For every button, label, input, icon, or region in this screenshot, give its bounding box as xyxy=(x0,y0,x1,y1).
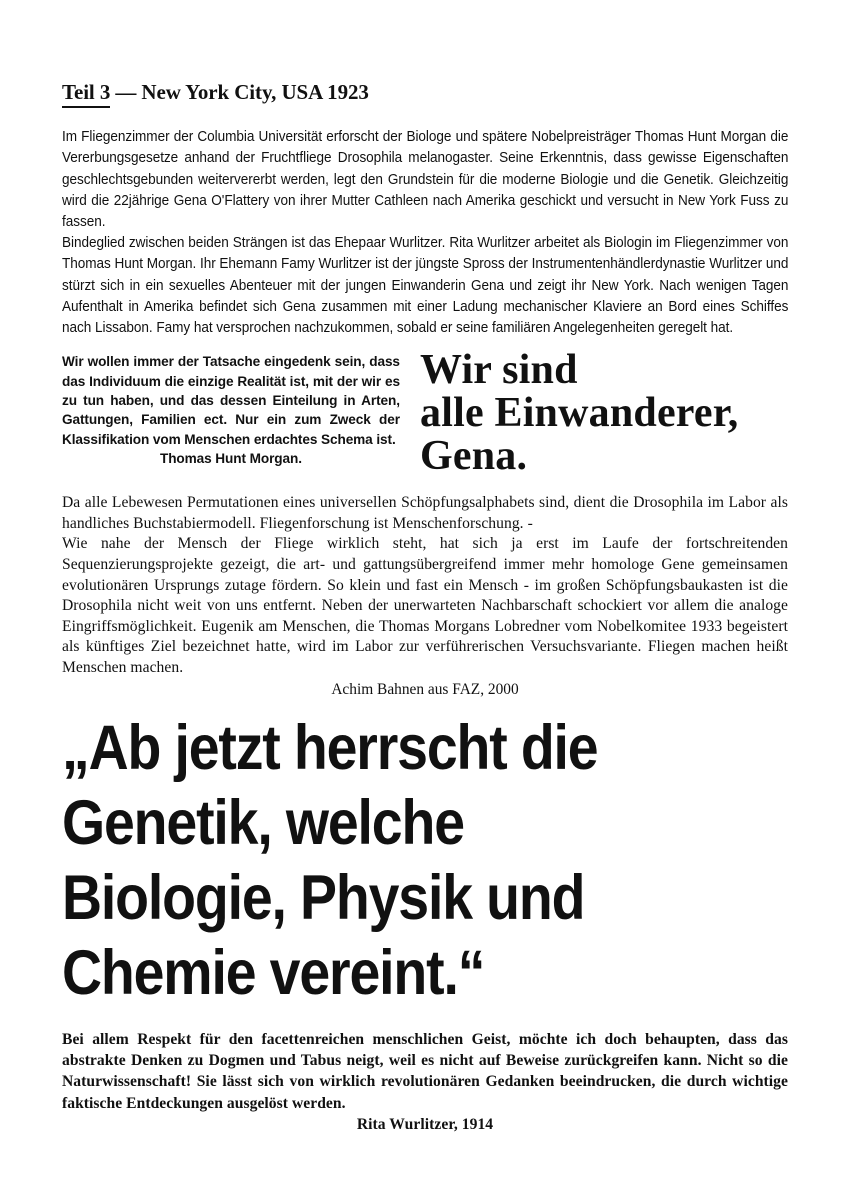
page-title-part-rest: — New York City, USA 1923 xyxy=(110,80,369,104)
page-title-part-underlined: Teil 3 xyxy=(62,80,110,108)
essay-attribution: Achim Bahnen aus FAZ, 2000 xyxy=(331,680,519,698)
intro-paragraph-1: Im Fliegenzimmer der Columbia Universität erforscht der Biologe und spätere Nobelpreisträger Thomas Hunt Morgan die Vererbungsgesetze anhand der Fruchtfliege Drosophila melanogaster. Seine Erkenntnis, dass gewisse Eigenschaften geschlechtsgebunden weitervererbt werden, legt den Grundstein für die moderne Biologie und die Genetik. Gleichzeitig wird die 22jährige Gena O'Flattery von ihrer Mutter Cathleen nach Amerika geschickt und versucht in New York Fuss zu fassen. xyxy=(62,129,789,230)
intro-paragraph-2: Bindeglied zwischen beiden Strängen ist das Ehepaar Wurlitzer. Rita Wurlitzer arbeitet als Biologin im Fliegenzimmer von Thomas Hunt Morgan. Ihr Ehemann Famy Wurlitzer ist der jüngste Spross der Instrumentenhändlerdynastie Wurlitzer und stürzt sich in ein sexuelles Abenteuer mit der jungen Einwanderin Gena und zeigt ihr New York. Nach wenigen Tagen Aufenthalt in Amerika befindet sich Gena zusammen mit einer Ladung mechanischer Klaviere an Bord eines Schiffes nach Lissabon. Famy hat versprochen nachzukommen, sobald er seine familiären Angelegenheiten geregelt hat. xyxy=(62,235,789,337)
display-quote-line-3: Gena. xyxy=(420,433,528,480)
quote-morgan-attribution: Thomas Hunt Morgan. xyxy=(159,451,302,468)
quote-band xyxy=(62,347,788,491)
headline-line-2: Genetik, welche xyxy=(62,787,464,858)
closing-quote-attribution: Rita Wurlitzer, 1914 xyxy=(356,1116,494,1134)
content-column xyxy=(62,80,788,1136)
essay-attribution-row xyxy=(62,679,788,701)
closing-quote-text: Bei allem Respekt für den facettenreichen menschlichen Geist, möchte ich doch behaupten, dass das abstrakte Denken zu Dogmen und Tabus neigt, weil es nicht auf Beweise zurückgreifen kann. Nicht so die Naturwissenschaft! Sie lässt sich von wirklich revolutionären Gedanken beeindrucken, die durch wichtige faktische Entdeckungen ausgelöst werden. xyxy=(62,1030,788,1112)
display-quote-line-2: alle Einwanderer, xyxy=(420,390,739,437)
essay-paragraph-2: Wie nahe der Mensch der Fliege wirklich steht, hat sich ja erst im Laufe der fortschreitenden Sequenzierungsprojekte gezeigt, die art- und gattungsübergreifend immer mehr homologe Gene gemeinsamen evolutionären Ursprungs zutage fördern. So klein und fast ein Mensch - im großen Schöpfungsbaukasten ist die Drosophila nicht weit von uns entfernt. Neben der unerwarteten Nachbarschaft schockiert vor allem die analoge Eingriffsmöglichkeit. Eugenik am Menschen, die Thomas Morgans Lobredner vom Nobelkomitee 1933 begeistert als künftiges Ziel bezeichnet hatte, wird im Labor zur verführerischen Versuchsvariante. Fliegen machen heißt Menschen machen. xyxy=(62,535,788,676)
quote-morgan-text: Wir wollen immer der Tatsache eingedenk sein, dass das Individuum die einzige Realität ist, mit der wir es zu tun haben, und das dessen Einteilung in Arten, Gattungen, Familien ect. Nur ein zum Zweck der Klassifikation vom Menschen erdachtes Schema ist. xyxy=(62,354,400,448)
headline-line-3: Biologie, Physik und xyxy=(62,862,585,933)
essay-block xyxy=(62,493,788,700)
display-quote-line-1: Wir sind xyxy=(420,347,578,394)
pull-quote-headline xyxy=(62,711,788,1011)
headline-line-4: Chemie vereint.“ xyxy=(62,937,485,1008)
headline-line-1: „Ab jetzt herrscht die xyxy=(62,712,598,783)
quote-morgan xyxy=(62,353,400,469)
essay-paragraph-1: Da alle Lebewesen Permutationen eines universellen Schöpfungsalphabets sind, dient die Drosophila im Labor als handliches Buchstabiermodell. Fliegenforschung ist Menschenforschung. - xyxy=(62,494,788,532)
display-quote xyxy=(420,349,800,478)
page-title xyxy=(62,80,788,105)
closing-quote xyxy=(62,1029,788,1136)
